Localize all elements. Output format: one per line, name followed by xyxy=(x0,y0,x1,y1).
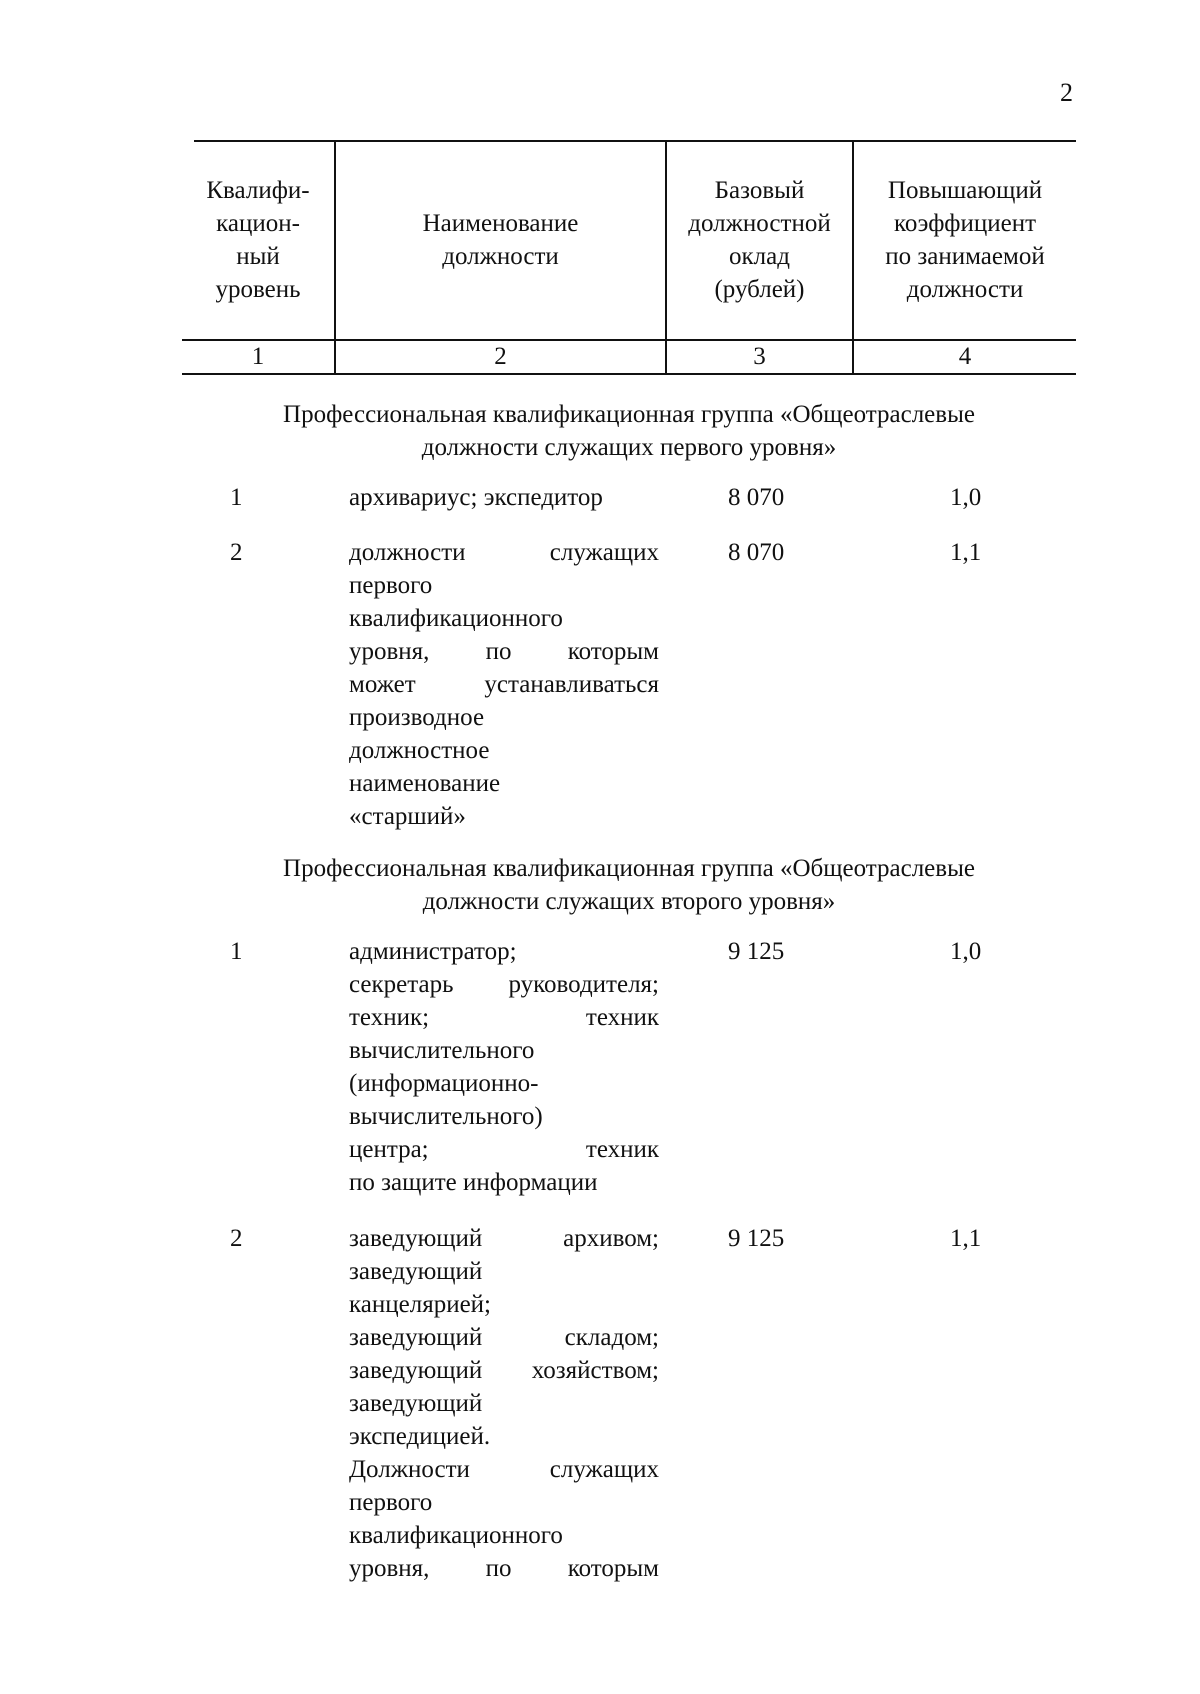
row-position-name: архивариус; экспедитор xyxy=(349,484,603,511)
header-top-rule xyxy=(194,140,1076,142)
table-header xyxy=(182,140,1076,376)
row-base-salary: 9 125 xyxy=(728,1225,785,1252)
row-position-name: должности служащих первого квалификационного уровня, по которым может устанавливаться производное должностное наименование «старший» xyxy=(349,539,659,830)
header-position-name: Наименование должности xyxy=(422,210,579,270)
page-number: 2 xyxy=(1060,78,1073,107)
header-bottom-rule xyxy=(182,339,1076,341)
column-number-3: 3 xyxy=(753,343,766,370)
column-number-1: 1 xyxy=(251,343,265,370)
header-qualification-level: Квалифи- кацион- ный уровень xyxy=(206,177,310,303)
column-number-4: 4 xyxy=(958,343,972,370)
group-title-first-level: Профессиональная квалификационная группа «Общеотраслевые должности служащих первого уровня» xyxy=(283,401,975,461)
header-coefficient: Повышающий коэффициент по занимаемой должности xyxy=(885,177,1045,303)
row-level: 1 xyxy=(230,484,243,511)
row-level: 1 xyxy=(230,938,243,965)
row-base-salary: 8 070 xyxy=(728,484,785,511)
numbers-bottom-rule xyxy=(182,373,1076,375)
row-position-name: администратор; секретарь руководителя; техник; техник вычислительного (информационно- вычислительного) центра; техник по защите информации xyxy=(349,938,659,1196)
row-coefficient: 1,0 xyxy=(950,484,982,511)
column-number-2: 2 xyxy=(494,343,507,370)
row-coefficient: 1,1 xyxy=(950,1225,982,1252)
row-base-salary: 8 070 xyxy=(728,539,785,566)
row-position-name: заведующий архивом; заведующий канцелярией; заведующий складом; заведующий хозяйством; заведующий экспедицией. Должности служащих первого квалификационного уровня, по которым xyxy=(349,1225,659,1582)
group-title-second-level: Профессиональная квалификационная группа «Общеотраслевые должности служащих второго уровня» xyxy=(283,855,975,915)
header-base-salary: Базовый должностной оклад (рублей) xyxy=(688,177,831,303)
row-coefficient: 1,0 xyxy=(950,938,982,965)
row-coefficient: 1,1 xyxy=(950,539,982,566)
row-level: 2 xyxy=(230,539,243,566)
row-level: 2 xyxy=(230,1225,243,1252)
row-base-salary: 9 125 xyxy=(728,938,785,965)
